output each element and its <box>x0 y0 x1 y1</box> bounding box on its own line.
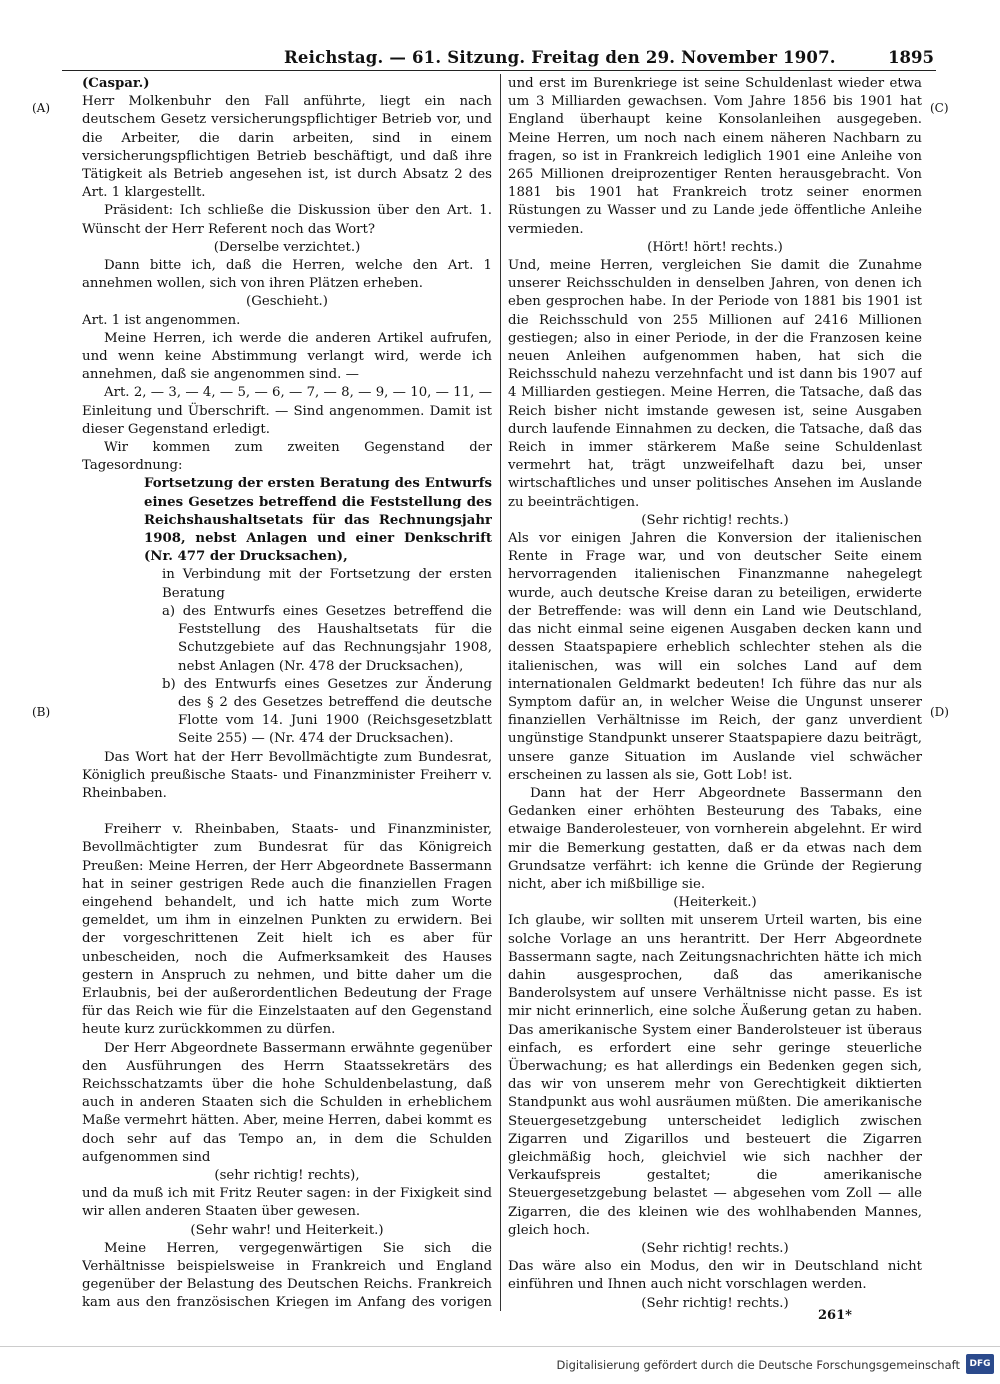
paragraph: Herr Molkenbuhr den Fall anführte, liegt ein nach deutschem Gesetz versicherungspflichtiger Betrieb vor, und die Arbeiter, die darin arbeiten, sind in einem versicherungspflichtigen Betrieb beschäftigt, und daß ihre Tätigkeit als Betrieb angesehen ist, ist durch Absatz 2 des Art. 1 klargestellt. <box>82 94 492 201</box>
agenda-subheading: in Verbindung mit der Fortsetzung der ersten Beratung <box>162 567 492 601</box>
paragraph: Und, meine Herren, vergleichen Sie damit die Zunahme unserer Reichsschulden in denselben Jahren, von denen ich eben gesprochen habe. In der Periode von 1881 bis 1901 ist die Reichsschuld von 255 Millionen auf 2416 Millionen gestiegen; also in einer Periode, in der die Franzosen keine neuen Anleihen aufgenommen haben, hat sich die Reichsschuld nahezu verzehnfacht und ist dann bis 1907 auf 4 Milliarden gestiegen. Meine Herren, die Tatsache, daß das Reich bisher nicht imstande gewesen ist, seine Ausgaben durch laufende Einnahmen zu decken, die Tatsache, daß das Reich in immer stärkerem Maße seine Schuldenlast vermehrt hat, trägt unzweifelhaft dazu bei, unser wirtschaftliches und unser politisches Ansehen im Auslande zu beeinträchtigen. <box>508 258 922 510</box>
paragraph: und erst im Burenkriege ist seine Schuldenlast wieder etwa um 3 Milliarden gewachsen. Vom Jahre 1856 bis 1901 hat England überhaupt keine Konsolanleihen ausgegeben. Meine Herren, um noch nach einem näheren Nachbarn zu fragen, so ist in Frankreich lediglich 1901 eine Anleihe von 265 Millionen dreiprozentiger Renten herausgebracht. Von 1881 bis 1901 hat Frankreich trotz seiner enormen Rüstungen zu Wasser und zu Lande jede öffentliche Anleihe vermieden. <box>508 76 922 237</box>
agenda-item: Fortsetzung der ersten Beratung des Entwurfs eines Gesetzes betreffend die Feststellung des Reichshaushaltsetats für das Rechnungsjahr 1908, nebst Anlagen und einer Denkschrift (Nr. 477 der Drucksachen), <box>144 476 492 565</box>
page-number: 1895 <box>888 48 934 67</box>
paragraph: Wir kommen zum zweiten Gegenstand der Tagesordnung: <box>82 440 492 474</box>
stage-direction: (Hört! hört! rechts.) <box>647 239 783 255</box>
spacer <box>82 803 492 821</box>
paragraph: Ich glaube, wir sollten mit unserem Urteil warten, bis eine solche Vorlage an uns herantritt. Der Herr Abgeordnete Bassermann sagte, nach Zeitungsnachrichten hätte ich mich dahin ausgesprochen, daß das amerikanische Banderolsystem auf unsere Verhältnisse nicht passe. Es ist mir nicht erinnerlich, eine solche Äußerung getan zu haben. Das amerikanische System einer Banderolsteuer ist überaus einfach, es erfordert eine sehr geringe steuerliche Überwachung; es hat allerdings ein Bedenken gegen sich, das wir von unserem mehr von Gerechtigkeit diktierten Standpunkt aus wohl ausräumen müßten. Die amerikanische Steuergesetzgebung unterscheidet lediglich zwischen Zigarren und Zigarillos und besteuert die Zigarren gleichmäßig hoch, gleichviel wie sich nachher der Verkaufspreis gestaltet; die amerikanische Steuergesetzgebung belastet — abgesehen vom Zoll — alle Zigarren, die des kleinen wie des wohlhabenden Mannes, gleich hoch. <box>508 913 922 1238</box>
agenda-subitem-b: b) des Entwurfs eines Gesetzes zur Änderung des § 2 des Gesetzes betreffend die deutsche Flotte vom 14. Juni 1900 (Reichsgesetzblatt Seite 255) — (Nr. 474 der Drucksachen). <box>162 676 492 747</box>
margin-mark-c: (C) <box>930 101 949 115</box>
paragraph: Meine Herren, vergegenwärtigen Sie sich die Verhältnisse beispielsweise in Frankreich und England gegenüber der Belastung des Deutschen Reichs. Frankreich kam aus den französischen Kriegen im Anfang des vorigen <box>82 1240 492 1311</box>
page-header-title: Reichstag. — 61. Sitzung. Freitag den 29. November 1907. <box>284 48 836 67</box>
paragraph: Dann hat der Herr Abgeordnete Bassermann den Gedanken einer erhöhten Besteurung des Tabaks, eine etwaige Banderolesteuer, von vornherein abgelehnt. Er wird mir die Bemerkung gestatten, daß er da etwas nach dem Grundsatze verfährt: ich kenne die Gründe der Regierung nicht, aber ich mißbillige sie. <box>508 785 922 892</box>
speaker-label: (Caspar.) <box>82 76 150 91</box>
paragraph: Dann bitte ich, daß die Herren, welche den Art. 1 annehmen wollen, sich von ihren Plätzen erheben. <box>82 258 492 292</box>
stage-direction: (sehr richtig! rechts), <box>214 1167 360 1183</box>
stage-direction: (Sehr wahr! und Heiterkeit.) <box>190 1222 384 1238</box>
column-divider <box>500 74 501 1311</box>
paragraph: Der Herr Abgeordnete Bassermann erwähnte gegenüber den Ausführungen des Herrn Staatssekretärs des Reichsschatzamts über die hohe Schuldenbelastung, daß auch in anderen Staaten sich die Schulden in erheblichem Maße vermehrt hätten. Aber, meine Herren, dabei kommt es doch sehr auf das Tempo an, in dem die Schulden aufgenommen sind <box>82 1040 492 1165</box>
right-column <box>508 75 922 1315</box>
stage-direction: (Heiterkeit.) <box>673 895 757 911</box>
footer-credit: Digitalisierung gefördert durch die Deutsche Forschungsgemeinschaft <box>556 1358 960 1372</box>
left-column <box>82 75 492 1315</box>
paragraph: Meine Herren, ich werde die anderen Artikel aufrufen, und wenn keine Abstimmung verlangt wird, werde ich annehmen, daß sie angenommen sind. — <box>82 330 492 383</box>
paragraph: Das Wort hat der Herr Bevollmächtigte zum Bundesrat, Königlich preußische Staats- und Finanzminister Freiherr v. Rheinbaben. <box>82 749 492 801</box>
paragraph: Als vor einigen Jahren die Konversion der italienischen Rente in Frage war, und von deutscher Seite einem hervorragenden italienischen Finanzmanne nahegelegt wurde, auch deutsche Kreise daran zu beteiligen, erwiderte der Betreffende: was will denn ein Land wie Deutschland, das nicht einmal seine eigenen Ausgaben decken kann und dessen Staatspapiere erheblich schlechter stehen als die italienischen, was will ein solches Land auf dem internationalen Geldmarkt bedeuten! Ich führe das nur als Symptom dafür an, in welcher Weise die Ungunst unserer finanziellen Verhältnisse im Reich, der ganz unverdient ungünstige Standpunkt unserer Staatspapiere dazu beiträgt, unsere ganze Situation im Auslande viel schwächer erscheinen zu lassen als sie, Gott Lob! ist. <box>508 531 922 783</box>
paragraph: Art. 1 ist angenommen. <box>82 312 241 328</box>
stage-direction: (Sehr richtig! rechts.) <box>641 1241 789 1256</box>
margin-mark-d: (D) <box>930 705 949 719</box>
agenda-subitem-a: a) des Entwurfs eines Gesetzes betreffend die Feststellung des Haushaltsetats für die Schutzgebiete auf das Rechnungsjahr 1908, nebst Anlagen (Nr. 478 der Drucksachen), <box>162 603 492 674</box>
stage-direction: (Sehr richtig! rechts.) <box>641 512 789 528</box>
paragraph: Das wäre also ein Modus, den wir in Deutschland nicht einführen und Ihnen auch nicht vorschlagen werden. <box>508 1259 922 1293</box>
stage-direction: (Geschieht.) <box>246 294 328 310</box>
stage-direction: (Derselbe verzichtet.) <box>213 239 361 255</box>
paragraph <box>508 1313 922 1315</box>
stage-direction: (Sehr richtig! rechts.) <box>641 1295 789 1311</box>
margin-mark-a: (A) <box>32 101 51 115</box>
footer-bar <box>0 1346 1000 1384</box>
signature-mark: 261* <box>818 1308 852 1323</box>
paragraph-president: Präsident: Ich schließe die Diskussion über den Art. 1. Wünscht der Herr Referent noch das Wort? <box>82 203 492 237</box>
margin-mark-b: (B) <box>32 705 51 719</box>
paragraph-speech: Freiherr v. Rheinbaben, Staats- und Finanzminister, Bevollmächtigter zum Bundesrat für das Königreich Preußen: Meine Herren, der Herr Abgeordnete Bassermann hat in seiner gestrigen Rede auch die finanziellen Fragen eingehend behandelt, und ich hatte mich zum Worte gemeldet, um ihm in einzelnen Punkten zu erwidern. Bei der vorgeschrittenen Zeit hielt ich es aber für unbescheiden, noch die Aufmerksamkeit des Hauses gestern in Anspruch zu nehmen, und bitte daher um die Erlaubnis, bei der außerordentlichen Bedeutung der Frage für das Reich wie für die Einzelstaaten auf den Gegenstand heute kurz zurückkommen zu dürfen. <box>82 822 492 1038</box>
paragraph: Art. 2, — 3, — 4, — 5, — 6, — 7, — 8, — 9, — 10, — 11, — Einleitung und Überschrift. — Sind angenommen. Damit ist dieser Gegenstand erledigt. <box>82 385 492 437</box>
page-header <box>62 46 936 71</box>
paragraph: und da muß ich mit Fritz Reuter sagen: in der Fixigkeit sind wir allen anderen Staaten über gewesen. <box>82 1186 492 1220</box>
dfg-logo-icon: DFG <box>966 1354 994 1374</box>
